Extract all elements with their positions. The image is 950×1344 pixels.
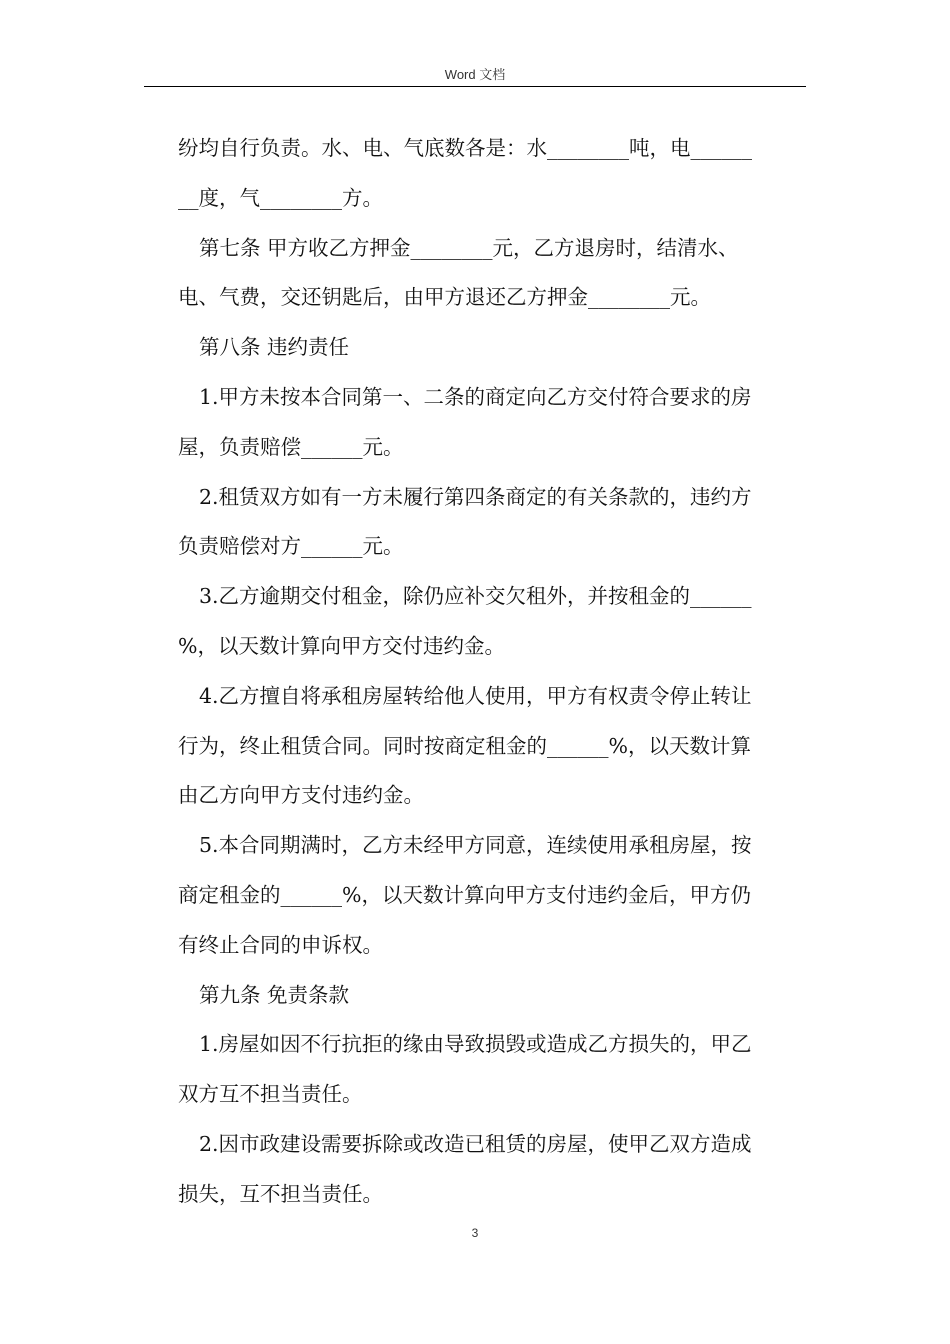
clause-9-2: 2.因市政建设需要拆除或改造已租赁的房屋，使甲乙双方造成 (199, 1131, 752, 1156)
article-9-heading: 第九条 免责条款 (199, 982, 350, 1007)
page-header: Word 文档 (444, 67, 506, 82)
clause-8-4: 4.乙方擅自将承租房屋转给他人使用，甲方有权责令停止转让 (199, 683, 752, 708)
clause-8-2: 2.租赁双方如有一方未履行第四条商定的有关条款的，违约方 (199, 484, 752, 509)
article-7-paragraph: 第七条 甲方收乙方押金________元，乙方退房时，结清水、 (199, 235, 739, 260)
clause-9-1: 1.房屋如因不行抗拒的缘由导致损毁或造成乙方损失的，甲乙 (199, 1032, 752, 1057)
text-line: 行为，终止租赁合同。同时按商定租金的______%，以天数计算 (178, 733, 751, 758)
header-divider (144, 86, 806, 87)
text-line: 屋，负责赔偿______元。 (178, 434, 404, 459)
clause-8-5: 5.本合同期满时，乙方未经甲方同意，连续使用承租房屋，按 (199, 833, 752, 858)
clause-8-3: 3.乙方逾期交付租金，除仍应补交欠租外，并按租金的______ (199, 584, 752, 609)
text-line: 商定租金的______%，以天数计算向甲方支付违约金后，甲方仍 (178, 882, 751, 907)
text-line: 损失，互不担当责任。 (178, 1181, 383, 1206)
page-number: 3 (471, 1226, 479, 1240)
text-line: __度，气________方。 (178, 185, 383, 210)
article-8-heading: 第八条 违约责任 (199, 335, 350, 360)
document-body (178, 124, 802, 1220)
clause-8-1: 1.甲方未按本合同第一、二条的商定向乙方交付符合要求的房 (199, 384, 752, 409)
text-line: %，以天数计算向甲方交付违约金。 (178, 633, 505, 658)
text-line: 双方互不担当责任。 (178, 1082, 363, 1107)
text-line: 纷均自行负责。水、电、气底数各是：水________吨，电______ (178, 136, 752, 160)
text-line: 负责赔偿对方______元。 (178, 534, 404, 559)
text-line: 有终止合同的申诉权。 (178, 932, 383, 957)
text-line: 由乙方向甲方支付违约金。 (178, 783, 424, 808)
text-line: 电、气费，交还钥匙后，由甲方退还乙方押金________元。 (178, 285, 711, 310)
